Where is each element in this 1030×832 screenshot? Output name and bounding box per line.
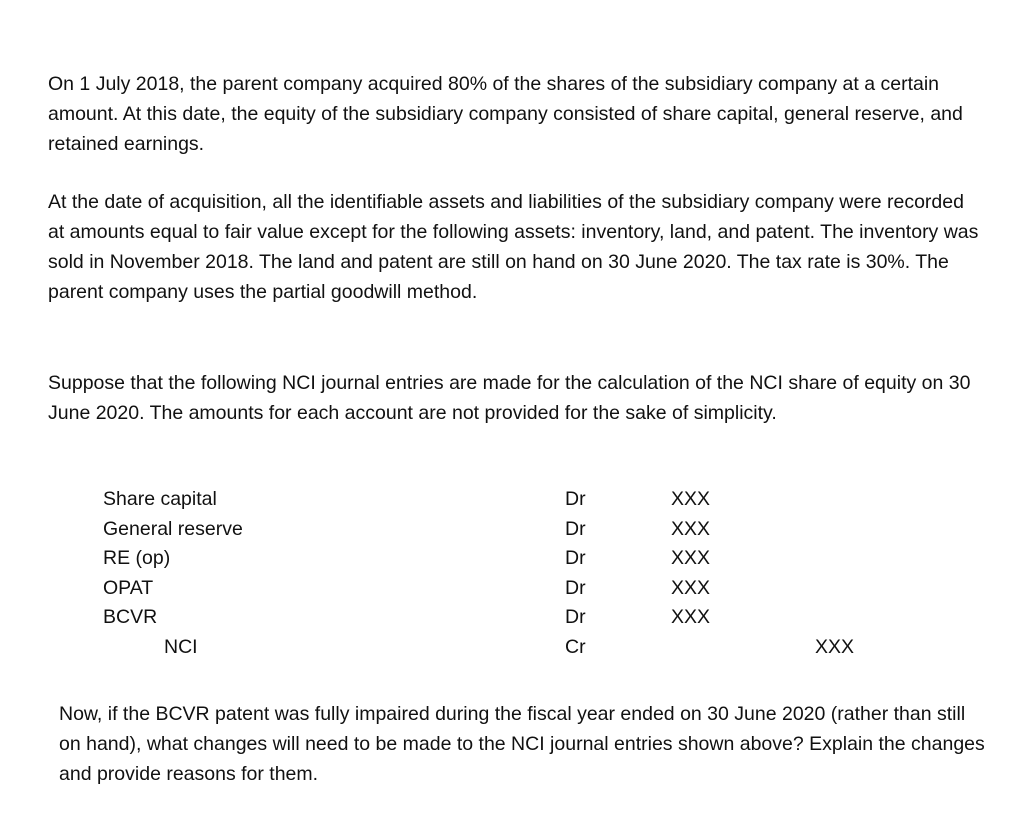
nci-journal-entries — [0, 484, 1030, 674]
question-paragraph: Now, if the BCVR patent was fully impaired during the fiscal year ended on 30 June 2020 (rather than still on hand), what changes will need to be made to the NCI journal entries shown above? Explain the changes and provide reasons for them. — [59, 703, 985, 785]
journal-account: Share capital — [103, 488, 217, 510]
journal-row-general-reserve — [0, 514, 1030, 544]
journal-side: Dr — [565, 518, 586, 540]
journal-row-bcvr — [0, 602, 1030, 632]
journal-debit-amount: XXX — [671, 518, 711, 540]
journal-account: NCI — [164, 636, 198, 658]
journal-row-share-capital — [0, 484, 1030, 514]
intro-paragraph: On 1 July 2018, the parent company acquired 80% of the shares of the subsidiary company at a certain amount. At this date, the equity of the subsidiary company consisted of share capital, general reserve, and retained earnings. — [48, 73, 963, 155]
journal-account: RE (op) — [103, 547, 171, 569]
journal-row-re-op — [0, 543, 1030, 573]
journal-row-nci — [0, 632, 1030, 662]
journal-side: Dr — [565, 577, 586, 599]
journal-side: Cr — [565, 636, 586, 658]
journal-account: General reserve — [103, 518, 243, 540]
journal-side: Dr — [565, 547, 586, 569]
fair-value-paragraph: At the date of acquisition, all the identifiable assets and liabilities of the subsidiary company were recorded at amounts equal to fair value except for the following assets: inventory, land, and patent. The inventory was sold in November 2018. The land and patent are still on hand on 30 June 2020. The tax rate is 30%. The parent company uses the partial goodwill method. — [48, 191, 979, 303]
journal-debit-amount: XXX — [671, 606, 711, 628]
journal-row-opat — [0, 573, 1030, 603]
journal-account: OPAT — [103, 577, 154, 599]
journal-debit-amount: XXX — [671, 547, 711, 569]
journal-credit-amount: XXX — [815, 636, 855, 658]
nci-entries-intro-paragraph: Suppose that the following NCI journal entries are made for the calculation of the NCI share of equity on 30 June 2020. The amounts for each account are not provided for the sake of simplicity. — [48, 372, 971, 424]
journal-side: Dr — [565, 488, 586, 510]
journal-side: Dr — [565, 606, 586, 628]
journal-account: BCVR — [103, 606, 158, 628]
journal-debit-amount: XXX — [671, 577, 711, 599]
journal-debit-amount: XXX — [671, 488, 711, 510]
